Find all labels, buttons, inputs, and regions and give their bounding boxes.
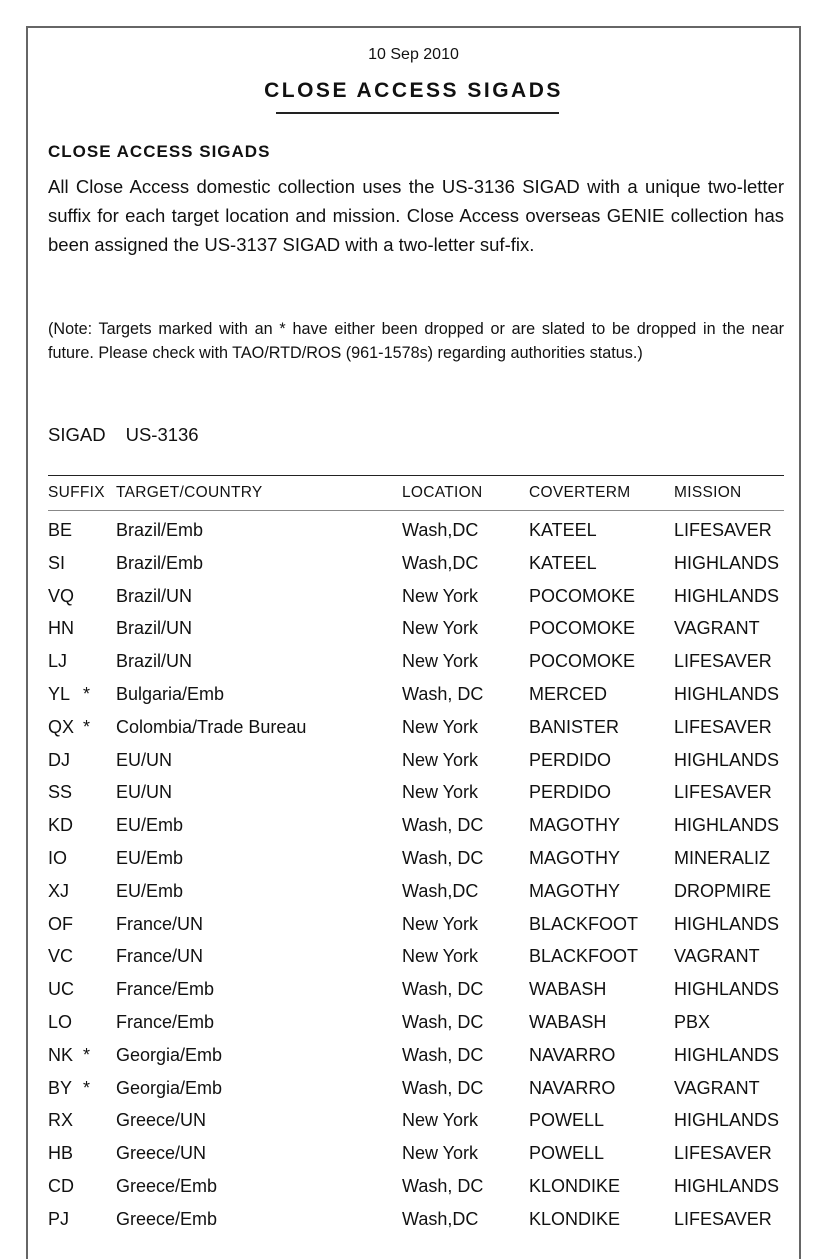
cell-coverterm: WABASH [529, 979, 607, 1000]
cell-mission: HIGHLANDS [674, 683, 780, 704]
cell-suffix: LJ [48, 651, 68, 672]
table-row [48, 684, 784, 717]
cell-target: Brazil/UN [116, 651, 193, 672]
cell-target: Brazil/UN [116, 585, 193, 606]
cell-location: Wash,DC [402, 1208, 479, 1229]
cell-coverterm: NAVARRO [529, 1044, 616, 1065]
cell-coverterm: PERDIDO [529, 782, 612, 803]
cell-coverterm: KLONDIKE [529, 1175, 621, 1196]
cell-suffix: HB [48, 1143, 74, 1164]
table-row [48, 1143, 784, 1176]
col-header-location: LOCATION [402, 484, 483, 501]
col-header-coverterm: COVERTERM [529, 484, 631, 501]
cell-target: France/UN [116, 946, 204, 967]
section-body: All Close Access domestic collection uses the US-3136 SIGAD with a unique two-letter suffix for each target location and mission. Close Access overseas GENIE collection has been assigned the US-3137 SIGAD with a two-letter suf-fix. [48, 176, 784, 255]
cell-suffix: OF [48, 913, 73, 934]
cell-mission: HIGHLANDS [674, 1175, 780, 1196]
cell-coverterm: POCOMOKE [529, 618, 636, 639]
table-body [48, 520, 784, 1242]
cell-suffix: RX [48, 1110, 74, 1131]
table-row [48, 1209, 784, 1242]
document-page [26, 26, 801, 1259]
table-top-rule [48, 475, 784, 476]
table-row [48, 618, 784, 651]
cell-mission: VAGRANT [674, 946, 760, 967]
cell-location: Wash,DC [402, 520, 479, 540]
table-row [48, 1012, 784, 1045]
cell-location: Wash,DC [402, 552, 479, 573]
cell-dropped-marker: * [83, 716, 91, 737]
cell-target: EU/UN [116, 782, 173, 803]
cell-coverterm: MAGOTHY [529, 815, 621, 836]
cell-location: New York [402, 749, 479, 770]
cell-suffix: YL [48, 683, 71, 704]
cell-coverterm: KATEEL [529, 520, 597, 540]
sigad-line [48, 424, 199, 446]
sigad-label: SIGAD [48, 424, 106, 445]
sigad-value: US-3136 [125, 424, 199, 445]
cell-dropped-marker: * [83, 683, 91, 704]
table-row [48, 750, 784, 783]
cell-location: New York [402, 782, 479, 803]
cell-suffix: UC [48, 979, 74, 1000]
table-row [48, 1045, 784, 1078]
section-heading: CLOSE ACCESS SIGADS [48, 142, 271, 161]
cell-location: New York [402, 946, 479, 967]
cell-coverterm: POWELL [529, 1110, 605, 1131]
cell-mission: VAGRANT [674, 618, 760, 639]
table-header-rule [48, 510, 784, 511]
cell-location: New York [402, 716, 479, 737]
col-header-target: TARGET/COUNTRY [116, 484, 263, 501]
cell-target: EU/UN [116, 749, 173, 770]
table-row [48, 1110, 784, 1143]
cell-location: New York [402, 913, 479, 934]
cell-suffix: XJ [48, 880, 70, 901]
cell-target: Georgia/Emb [116, 1044, 223, 1065]
cell-mission: MINERALIZ [674, 847, 771, 868]
cell-target: Greece/Emb [116, 1208, 218, 1229]
cell-suffix: NK [48, 1044, 74, 1065]
cell-coverterm: MERCED [529, 683, 608, 704]
cell-target: Greece/UN [116, 1110, 207, 1131]
cell-mission: VAGRANT [674, 1077, 760, 1098]
cell-suffix: HN [48, 618, 74, 639]
cell-mission: PBX [674, 1011, 711, 1032]
cell-location: New York [402, 1110, 479, 1131]
cell-suffix: BE [48, 520, 73, 540]
cell-mission: HIGHLANDS [674, 815, 780, 836]
table-row [48, 881, 784, 914]
cell-mission: LIFESAVER [674, 1143, 772, 1164]
cell-target: Greece/UN [116, 1143, 207, 1164]
table-row [48, 1176, 784, 1209]
document-date: 10 Sep 2010 [368, 46, 459, 63]
cell-suffix: QX [48, 716, 75, 737]
cell-suffix: SS [48, 782, 73, 803]
cell-coverterm: MAGOTHY [529, 880, 621, 901]
cell-coverterm: WABASH [529, 1011, 607, 1032]
cell-suffix: VQ [48, 585, 75, 606]
cell-target: EU/Emb [116, 815, 184, 836]
cell-location: Wash, DC [402, 847, 484, 868]
cell-target: Colombia/Trade Bureau [116, 716, 307, 737]
cell-suffix: VC [48, 946, 74, 967]
cell-target: Bulgaria/Emb [116, 683, 225, 704]
cell-target: France/Emb [116, 979, 215, 1000]
cell-mission: HIGHLANDS [674, 1110, 780, 1131]
cell-mission: LIFESAVER [674, 782, 772, 803]
cell-location: Wash, DC [402, 815, 484, 836]
cell-location: Wash, DC [402, 979, 484, 1000]
cell-coverterm: MAGOTHY [529, 847, 621, 868]
cell-location: New York [402, 1143, 479, 1164]
table-row [48, 651, 784, 684]
cell-mission: HIGHLANDS [674, 1044, 780, 1065]
cell-mission: HIGHLANDS [674, 913, 780, 934]
cell-target: EU/Emb [116, 847, 184, 868]
cell-location: Wash, DC [402, 683, 484, 704]
cell-target: Brazil/Emb [116, 552, 204, 573]
cell-target: France/UN [116, 913, 204, 934]
cell-coverterm: POWELL [529, 1143, 605, 1164]
table-row [48, 553, 784, 586]
cell-coverterm: KATEEL [529, 552, 597, 573]
title-underline [276, 112, 559, 114]
cell-dropped-marker: * [83, 1077, 91, 1098]
cell-coverterm: BANISTER [529, 716, 620, 737]
col-header-mission: MISSION [674, 484, 742, 501]
cell-target: Georgia/Emb [116, 1077, 223, 1098]
cell-suffix: CD [48, 1175, 74, 1196]
cell-mission: DROPMIRE [674, 880, 772, 901]
table-row [48, 946, 784, 979]
cell-mission: LIFESAVER [674, 716, 772, 737]
cell-mission: LIFESAVER [674, 520, 772, 540]
cell-suffix: BY [48, 1077, 73, 1098]
table-row [48, 782, 784, 815]
cell-suffix: PJ [48, 1208, 70, 1229]
cell-suffix: IO [48, 847, 68, 868]
cell-suffix: SI [48, 552, 66, 573]
cell-coverterm: BLACKFOOT [529, 913, 639, 934]
cell-target: Brazil/Emb [116, 520, 204, 540]
cell-coverterm: PERDIDO [529, 749, 612, 770]
cell-mission: LIFESAVER [674, 651, 772, 672]
cell-suffix: LO [48, 1011, 73, 1032]
cell-location: Wash, DC [402, 1175, 484, 1196]
table-row [48, 1078, 784, 1111]
table-row [48, 586, 784, 619]
table-row [48, 717, 784, 750]
cell-mission: HIGHLANDS [674, 979, 780, 1000]
col-header-suffix: SUFFIX [48, 484, 105, 501]
cell-location: Wash, DC [402, 1011, 484, 1032]
table-row [48, 914, 784, 947]
cell-location: Wash, DC [402, 1077, 484, 1098]
cell-location: New York [402, 651, 479, 672]
table-row [48, 848, 784, 881]
table-row [48, 520, 784, 553]
cell-suffix: KD [48, 815, 74, 836]
cell-target: EU/Emb [116, 880, 184, 901]
cell-mission: HIGHLANDS [674, 585, 780, 606]
cell-location: New York [402, 585, 479, 606]
cell-location: Wash, DC [402, 1044, 484, 1065]
cell-coverterm: NAVARRO [529, 1077, 616, 1098]
cell-coverterm: KLONDIKE [529, 1208, 621, 1229]
cell-target: Brazil/UN [116, 618, 193, 639]
cell-location: New York [402, 618, 479, 639]
cell-coverterm: POCOMOKE [529, 651, 636, 672]
cell-location: Wash,DC [402, 880, 479, 901]
document-title: CLOSE ACCESS SIGADS [264, 79, 563, 102]
cell-suffix: DJ [48, 749, 70, 770]
table-row [48, 815, 784, 848]
cell-mission: HIGHLANDS [674, 749, 780, 770]
cell-target: Greece/Emb [116, 1175, 218, 1196]
cell-mission: LIFESAVER [674, 1208, 772, 1229]
cell-mission: HIGHLANDS [674, 552, 780, 573]
cell-target: France/Emb [116, 1011, 215, 1032]
cell-coverterm: POCOMOKE [529, 585, 636, 606]
cell-coverterm: BLACKFOOT [529, 946, 639, 967]
cell-dropped-marker: * [83, 1044, 91, 1065]
section-note: (Note: Targets marked with an * have either been dropped or are slated to be dropped in the near future. Please check with TAO/RTD/ROS (961-1578s) regarding authorities status.) [48, 320, 784, 362]
table-row [48, 979, 784, 1012]
